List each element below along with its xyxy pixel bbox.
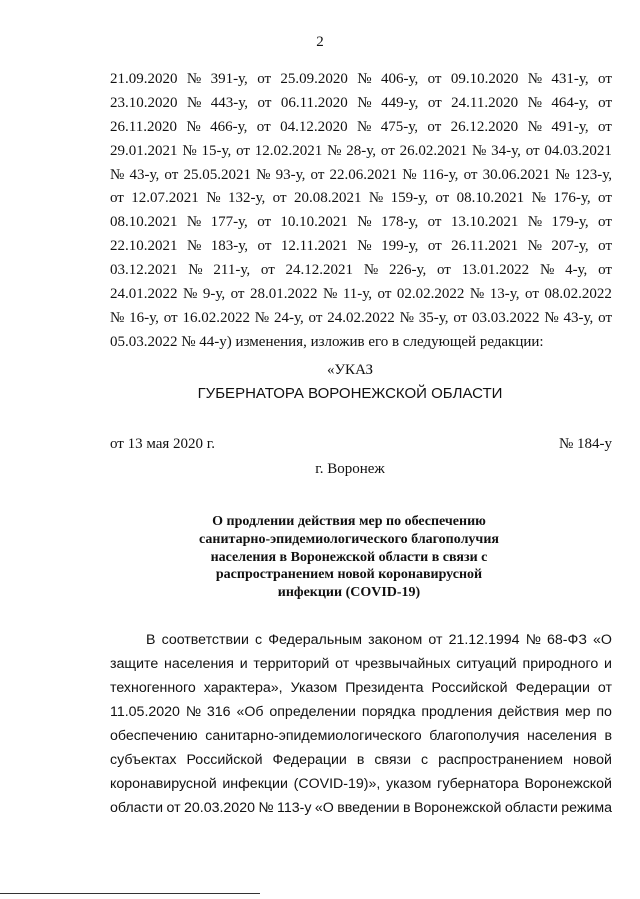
amendment-line [110,140,612,164]
amendment-line [110,187,612,211]
word: характера», [203,680,283,696]
word: 43-у, [563,309,594,326]
word: по [596,704,612,720]
word: введении [337,800,400,816]
word: от [598,214,612,231]
word: от [427,238,442,255]
word: Воронежской [413,800,502,816]
word: 68-ФЗ [547,632,587,648]
word: от [597,680,612,696]
word: Российской [431,680,508,696]
word: 23.10.2020 [110,94,178,111]
word: 226-у, [388,262,427,279]
word: 11-у, [342,286,373,303]
word: 4-у, [565,262,588,279]
word: № [525,632,541,648]
word: 24.12.2021 [285,262,354,279]
word: 16-у, [129,309,159,326]
word: № [402,166,417,183]
word: от [598,262,612,279]
word: законом [368,632,423,648]
body-line [110,748,612,772]
word: 13-у, [489,286,520,303]
word: 43-у, [129,166,160,183]
word: 29.01.2021 [110,142,178,159]
word: № [527,118,542,135]
word: 11.05.2020 [110,704,180,720]
word: 24-у, [273,309,304,326]
word: № [188,262,203,279]
word: 464-у, [551,94,589,111]
word: «Об [236,704,264,720]
word: Президента [345,680,424,696]
body-line [110,652,612,676]
amendment-line [110,307,612,331]
word: 116-у, [421,166,459,183]
amendment-line [110,259,612,283]
word: 28-у, [346,142,377,159]
decree-city: г. Воронеж [315,461,385,477]
word: области [504,800,558,816]
word: № [527,214,543,231]
amendment-line [110,116,612,140]
body-line [110,676,612,700]
word: от [453,309,468,326]
word: действия [498,704,560,720]
word: природного [522,656,599,672]
decree-title [0,513,640,602]
body-line [110,700,612,724]
word: порядка [361,704,416,720]
word: от [598,118,612,135]
word: мер [564,704,591,720]
word: от [164,166,179,183]
word: № [186,214,202,231]
word: от [427,71,442,87]
word: 20.08.2021 [293,190,362,207]
word: благополучия [429,728,520,744]
word: 30.06.2021 [482,166,551,183]
word: инфекции [222,776,288,792]
footnote-divider [0,893,260,894]
word: от [463,166,478,183]
word: № [527,94,542,111]
word: от [257,94,272,111]
word: Федерации [272,752,347,768]
word: от [257,238,272,255]
word: от [377,286,392,303]
word: от [525,142,540,159]
word: продления [421,704,493,720]
amendment-line [110,68,612,92]
body-line [110,628,612,652]
word: № [471,142,487,159]
amendment-line [110,331,612,355]
word: от [598,238,612,255]
word: № [469,286,485,303]
word: 05.03.2022 № 44-у) изменения, изложив его в следующей редакции: [110,333,544,350]
word: 24.02.2022 [327,309,395,326]
word: санитарно-эпидемиологического [205,728,422,744]
word: 21.09.2020 [110,71,178,87]
word: 25.09.2020 [280,71,348,87]
word: 113-у [277,800,312,816]
word: № [206,190,221,207]
word: коронавирусной [110,776,217,792]
word: 13.01.2022 [461,262,530,279]
word: 26.11.2020 [110,118,177,135]
word: соответствии [161,632,249,648]
word: ситуаций [456,656,517,672]
word: от [380,142,395,159]
word: от [525,286,539,303]
word: Федерации [515,680,590,696]
word: 9-у, [202,286,226,303]
word: 13.10.2021 [450,214,519,231]
decree-number: № 184-у [558,436,612,452]
word: № [183,286,198,303]
word: определении [269,704,356,720]
word: 08.02.2022 [544,286,612,303]
body-paragraph [110,628,612,820]
title-line: санитарно-эпидемиологического благополучия [199,531,499,547]
word: 199-у, [381,238,419,255]
word: № [531,190,546,207]
word: в [356,752,365,768]
word: 183-у, [210,238,249,255]
word: 02.02.2022 [396,286,465,303]
word: от [260,262,275,279]
word: от [166,800,181,816]
word: № [110,166,125,183]
word: 24.11.2020 [451,94,519,111]
word: от [110,190,124,207]
word: 09.10.2020 [450,71,519,87]
word: 12.07.2021 [131,190,199,207]
decree-heading: «УКАЗ [326,362,374,378]
word: чрезвычайных [355,656,451,672]
word: 449-у, [381,94,419,111]
word: № [357,238,372,255]
word: от [598,309,612,326]
body-line [110,724,612,748]
word: 21.12.1994 [448,632,520,648]
word: № [185,704,202,720]
amendment-line [110,235,612,259]
word: № [363,262,379,279]
word: 179-у, [551,214,589,231]
word: 04.03.2021 [544,142,612,159]
word: Российской [186,752,263,768]
word: 35-у, [418,309,449,326]
word: 26.12.2020 [450,118,519,135]
word: 12.11.2021 [280,238,348,255]
word: от [257,71,272,87]
word: № [327,142,342,159]
word: связи [374,752,411,768]
word: 466-у, [210,118,248,135]
amendment-line [110,92,612,116]
word: техногенного [110,680,196,696]
word: № [357,214,372,231]
word: от [310,166,325,183]
word: (COVID-19)», [293,776,381,792]
word: № [539,262,555,279]
word: 08.10.2021 [110,214,178,231]
word: от [272,190,287,207]
word: № [527,71,543,87]
word: 26.02.2021 [399,142,468,159]
word: 22.06.2021 [329,166,398,183]
word: указом [386,776,432,792]
amendment-line [110,211,612,235]
amendment-line [110,283,612,307]
title-line: распространением новой коронавирусной [215,567,483,583]
word: № [186,238,202,255]
word: от [335,656,350,672]
word: Указом [290,680,338,696]
body-line [110,772,612,796]
word: 16.02.2022 [182,309,250,326]
word: 406-у, [380,71,419,87]
word: 26.11.2021 [451,238,519,255]
word: 28.01.2022 [249,286,318,303]
word: от [236,142,250,159]
word: № [258,800,274,816]
word: населения [164,656,234,672]
word: с [421,752,429,768]
word: 132-у, [227,190,266,207]
word: 391-у, [210,71,248,87]
word: 211-у, [213,262,251,279]
word: 34-у, [491,142,521,159]
word: № [182,142,197,159]
word: от [428,632,443,648]
word: населения [526,728,597,744]
word: обеспечению [110,728,198,744]
word: 431-у, [551,71,589,87]
word: от [308,309,323,326]
word: режима [561,800,612,816]
word: от [230,286,245,303]
word: № [110,309,125,326]
word: 207-у, [551,238,589,255]
word: от [598,94,612,111]
word: от [427,94,442,111]
title-line: инфекции (COVID-19) [277,585,421,601]
word: В [146,632,156,648]
word: № [399,309,414,326]
amendment-paragraph [110,68,612,355]
word: и [604,656,612,672]
word: области [110,800,164,816]
word: от [435,190,450,207]
page-number: 2 [316,34,324,50]
word: с [255,632,263,648]
word: № [368,190,384,207]
word: 15-у, [201,142,232,159]
word: 03.12.2021 [110,262,178,279]
word: в [402,800,411,816]
word: 176-у, [553,190,591,207]
word: № [544,309,559,326]
decree-date: от 13 мая 2020 г. [110,436,216,452]
word: 12.02.2021 [254,142,323,159]
word: 443-у, [210,94,249,111]
word: 178-у, [380,214,419,231]
word: субъектах [110,752,177,768]
word: 10.10.2021 [280,214,348,231]
word: от [598,71,612,87]
word: 04.12.2020 [280,118,348,135]
word: Федеральным [268,632,363,648]
word: от [437,262,451,279]
word: 159-у, [390,190,428,207]
word: 06.11.2020 [280,94,348,111]
word: № [186,118,201,135]
word: от [427,214,442,231]
word: № [356,118,372,135]
word: 93-у, [275,166,306,183]
word: № [357,71,372,87]
word: № [186,94,202,111]
word: и [239,656,248,672]
word: губернатора [437,776,519,792]
title-line: населения в Воронежской области в связи с [210,549,488,565]
word: № [186,71,202,87]
word: «О [593,632,612,648]
word: 123-у, [574,166,612,183]
word: № [323,286,338,303]
word: Воронежской [524,776,612,792]
word: 177-у, [210,214,248,231]
word: № [256,166,271,183]
word: «О [314,800,334,816]
word: 22.10.2021 [110,238,178,255]
word: № [357,94,372,111]
word: от [598,190,612,207]
word: 475-у, [380,118,418,135]
word: 24.01.2022 [110,286,178,303]
word: 316 [206,704,231,720]
word: 25.05.2021 [183,166,251,183]
amendment-line [110,164,612,188]
governor-heading: ГУБЕРНАТОРА ВОРОНЕЖСКОЙ ОБЛАСТИ [197,385,503,402]
word: № [527,238,542,255]
word: от [257,214,272,231]
title-line: О продлении действия мер по обеспечению [212,514,486,529]
word: распространением [438,752,563,768]
word: 03.03.2022 [472,309,540,326]
word: № [555,166,570,183]
word: защите [110,656,159,672]
word: в [604,728,612,744]
word: от [427,118,442,135]
word: от [256,118,271,135]
word: 20.03.2020 [183,800,255,816]
word: территорий [253,656,330,672]
word: 491-у, [551,118,589,135]
word: 08.10.2021 [456,190,525,207]
body-line [110,796,612,820]
word: от [163,309,178,326]
word: новой [572,752,612,768]
word: № [254,309,270,326]
